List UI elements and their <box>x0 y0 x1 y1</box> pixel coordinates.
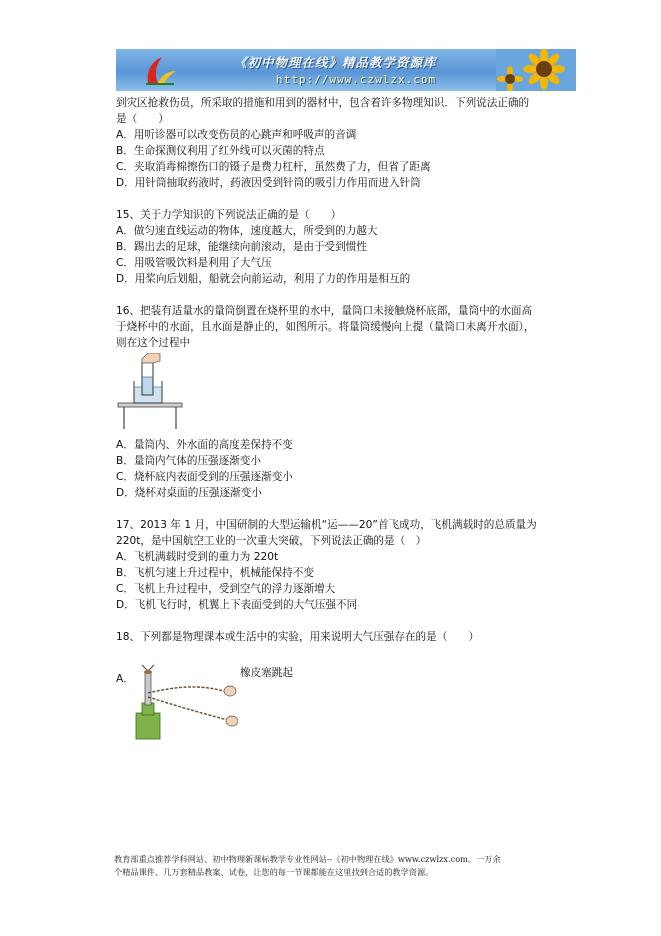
q15-option-c: C．用吸管吸饮料是利用了大气压 <box>116 257 272 269</box>
q17-option-d: D．飞机飞行时，机翼上下表面受到的大气压强不同 <box>116 599 358 611</box>
question-content <box>116 95 556 743</box>
q17-option-a: A．飞机满载时受到的重力为 220t <box>116 551 279 563</box>
q17-stem-line-2: 220t，是中国航空工业的一次重大突破，下列说法正确的是（ ） <box>116 535 427 547</box>
q17-option-b: B．飞机匀速上升过程中，机械能保持不变 <box>116 567 314 579</box>
q15-stem: 15、关于力学知识的下列说法正确的是（ ） <box>116 209 342 221</box>
page-footer <box>114 853 554 879</box>
q18-stem: 18、下列都是物理课本或生活中的实验，用来说明大气压强存在的是（ ） <box>116 631 480 643</box>
sunflower-icon <box>496 49 576 91</box>
footer-line-1: 教育部重点推荐学科网站、初中物理新课标教学专业性网站--《初中物理在线》www.czwlzx.com。一万余 <box>114 854 501 864</box>
q13-stem-line-1: 到灾区抢救伤员，所采取的措施和用到的器材中，包含着许多物理知识．下列说法正确的 <box>116 97 530 109</box>
q18-option-a-figure <box>116 663 556 743</box>
q16-stem-line-2: 于烧杯中的水面，且水面是静止的，如图所示。将量筒缓慢向上提（量筒口未离开水面）， <box>116 321 535 333</box>
header-banner <box>116 49 576 91</box>
q16-figure <box>116 353 556 433</box>
q17-option-c: C．飞机上升过程中，受到空气的浮力逐渐增大 <box>116 583 336 595</box>
q18-option-a-label: A． <box>116 673 134 685</box>
q16-stem-line-3: 则在这个过程中 <box>116 337 191 349</box>
q18-option-a-caption: 橡皮塞跳起 <box>240 667 293 679</box>
banner-url[interactable]: http://www.czwlzx.com <box>276 73 437 86</box>
banner-title: 《初中物理在线》精品教学资源库 <box>234 55 437 70</box>
rope-friction-tube-illustration <box>134 663 238 741</box>
q16-option-a: A．量筒内、外水面的高度差保持不变 <box>116 439 293 451</box>
q15-option-d: D．用桨向后划船，船就会向前运动，利用了力的作用是相互的 <box>116 273 411 285</box>
beaker-cylinder-illustration <box>116 353 186 431</box>
q16-option-c: C．烧杯底内表面受到的压强逐渐变小 <box>116 471 293 483</box>
q13-option-d: D．用针筒抽取药液时，药液因受到针筒的吸引力作用而进入针筒 <box>116 177 421 189</box>
q17-stem-line-1: 17、2013 年 1 月，中国研制的大型运输机“运——20”首飞成功，飞机满载时的总质量为 <box>116 519 537 531</box>
footer-line-2: 个精品课件、几万套精品教案、试卷，让您的每一节课都能在这里找到合适的教学资源。 <box>114 867 434 877</box>
q13-option-b: B．生命探测仪利用了红外线可以灭菌的特点 <box>116 145 325 157</box>
q15-option-b: B．踢出去的足球，能继续向前滚动，是由于受到惯性 <box>116 241 367 253</box>
q15-option-a: A．做匀速直线运动的物体，速度越大，所受到的力越大 <box>116 225 378 237</box>
q16-option-d: D．烧杯对桌面的压强逐渐变小 <box>116 487 262 499</box>
site-logo-icon <box>142 53 178 87</box>
q13-option-a: A．用听诊器可以改变伤员的心跳声和呼吸声的音调 <box>116 129 357 141</box>
q16-stem-line-1: 16、把装有适量水的量筒倒置在烧杯里的水中，量筒口未接触烧杯底部，量筒中的水面高 <box>116 305 533 317</box>
q13-stem-line-2: 是（ ） <box>116 113 169 125</box>
q16-option-b: B．量筒内气体的压强逐渐变小 <box>116 455 261 467</box>
q13-option-c: C．夹取消毒棉擦伤口的镊子是费力杠杆，虽然费了力，但省了距离 <box>116 161 431 173</box>
